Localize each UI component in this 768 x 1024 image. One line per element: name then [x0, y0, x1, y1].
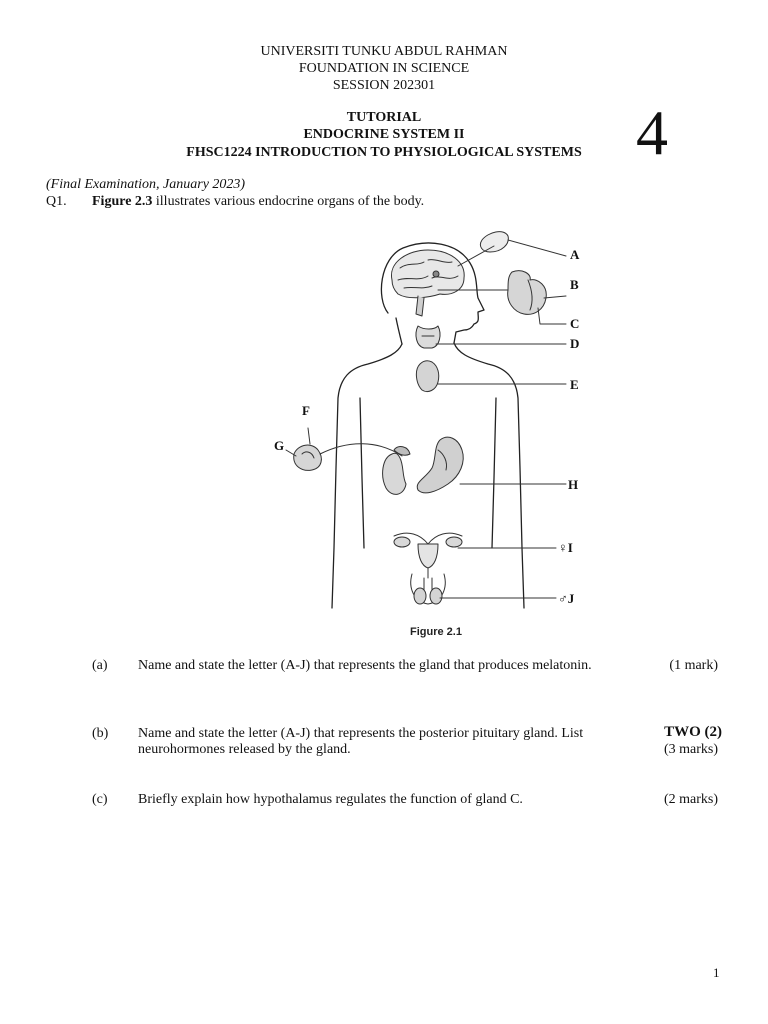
part-b-emphasis: TWO (2) [664, 724, 722, 740]
course-heading: FHSC1224 INTRODUCTION TO PHYSIOLOGICAL SYSTEMS [186, 145, 582, 160]
question-number: Q1. [46, 194, 67, 209]
pituitary-gland-inset [508, 271, 547, 315]
label-h: H [568, 477, 579, 492]
question-intro [92, 194, 424, 210]
label-b: B [570, 277, 579, 292]
tutorial-number: 4 [636, 97, 668, 168]
label-d: D [570, 336, 580, 351]
kidney-adrenal-drawing [383, 447, 410, 495]
figure-caption: Figure 2.1 [410, 626, 462, 638]
label-c: C [570, 316, 580, 331]
label-f: F [302, 403, 310, 418]
label-i: ♀I [558, 540, 573, 555]
label-e: E [570, 377, 579, 392]
pineal-gland-inset [480, 232, 508, 252]
part-b-marks: (3 marks) [663, 742, 718, 757]
session-label: SESSION 202301 [332, 78, 436, 93]
adrenal-gland-inset [294, 445, 322, 470]
topic-heading: ENDOCRINE SYSTEM II [303, 127, 465, 142]
part-a-marks: (1 mark) [669, 658, 718, 673]
program-name: FOUNDATION IN SCIENCE [298, 61, 470, 76]
thymus-drawing [416, 361, 438, 392]
part-c-label: (c) [92, 792, 108, 807]
label-a: A [570, 247, 580, 262]
part-a-text: Name and state the letter (A-J) that represents the gland that produces melatonin. [138, 658, 592, 673]
part-b-text-line1: Name and state the letter (A-J) that represents the posterior pituitary gland. List [138, 726, 584, 741]
label-j: ♂J [558, 591, 575, 606]
label-g: G [274, 438, 285, 453]
figure-reference: Figure 2.3 [92, 194, 153, 209]
university-name: UNIVERSITI TUNKU ABDUL RAHMAN [260, 44, 508, 59]
thyroid-drawing [416, 326, 440, 348]
part-b-text-line2: neurohormones released by the gland. [138, 742, 351, 757]
ovaries-uterus-drawing [394, 533, 462, 578]
exam-source: (Final Examination, January 2023) [46, 177, 246, 192]
part-a-label: (a) [92, 658, 108, 673]
question-intro-text: illustrates various endocrine organs of the body. [152, 194, 425, 209]
endocrine-organs-figure [268, 218, 598, 643]
part-b-label: (b) [92, 726, 109, 741]
pancreas-drawing [417, 437, 463, 493]
part-c-text: Briefly explain how hypothalamus regulates the function of gland C. [138, 792, 523, 807]
page-number: 1 [713, 965, 720, 980]
brain-drawing [391, 250, 464, 316]
tutorial-heading: TUTORIAL [346, 110, 422, 125]
part-c-marks: (2 marks) [663, 792, 718, 807]
